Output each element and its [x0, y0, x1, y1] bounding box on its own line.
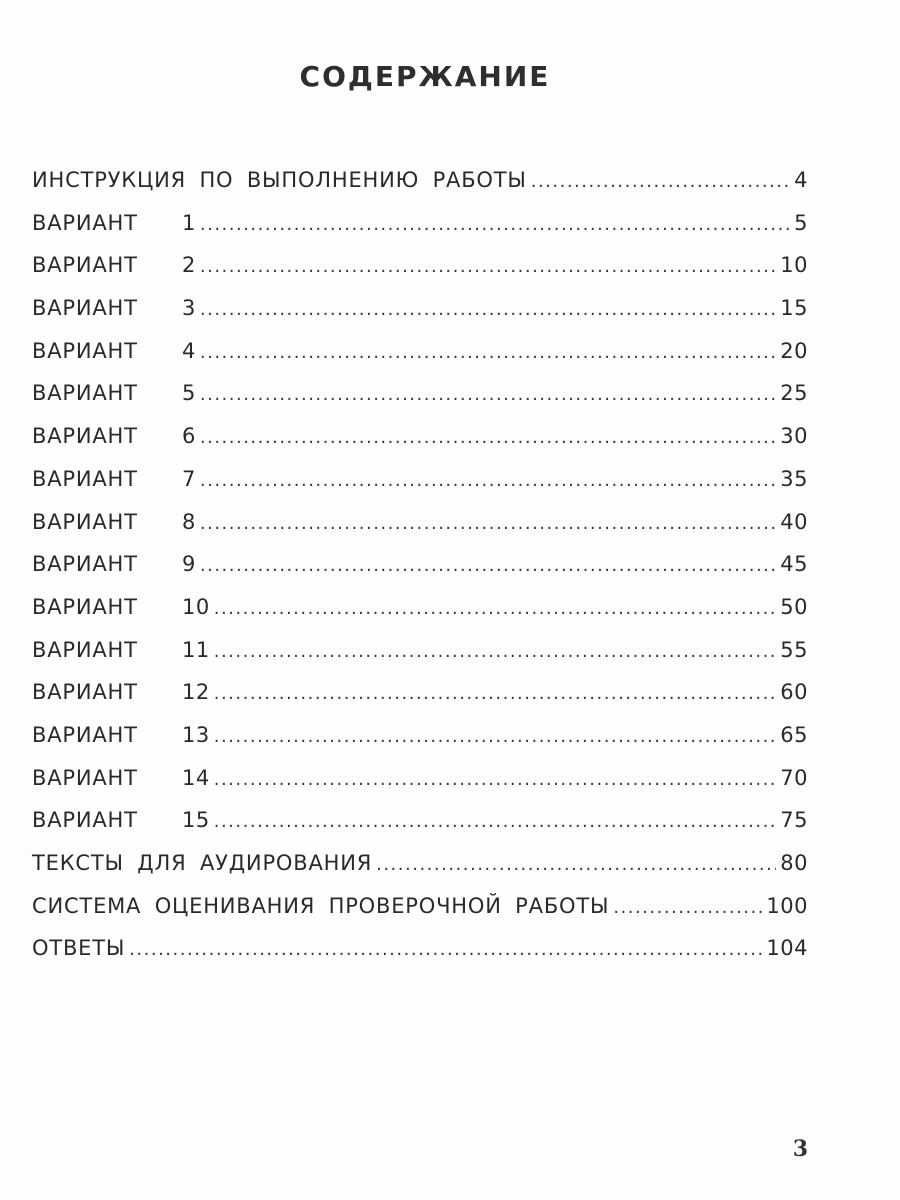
toc-entry-label: ВАРИАНТ — [32, 509, 138, 534]
toc-entry-page: 80 — [780, 851, 808, 875]
toc-entry-number: 3 — [182, 296, 196, 321]
toc-entry-variant-9 — [32, 552, 808, 595]
toc-entry-label: ВАРИАНТ — [32, 381, 138, 406]
toc-entry-page: 70 — [780, 765, 808, 790]
toc-leader-dots — [214, 726, 777, 747]
toc-leader-dots — [214, 641, 777, 662]
toc-entry-page: 15 — [780, 296, 808, 321]
toc-leader-dots — [129, 939, 762, 960]
toc-entry-number: 7 — [182, 466, 196, 491]
toc-leader-dots — [376, 854, 776, 875]
toc-entry-label: ОТВЕТЫ — [32, 936, 126, 961]
toc-leader-dots — [214, 683, 777, 704]
toc-leader-dots — [214, 598, 777, 619]
toc-entry-page: 10 — [780, 253, 808, 278]
toc-entry-page: 65 — [780, 722, 808, 747]
toc-entry-page: 20 — [780, 338, 808, 363]
toc-entry-label: ИНСТРУКЦИЯ ПО ВЫПОЛНЕНИЮ РАБОТЫ — [32, 168, 527, 192]
toc-entry-variant-14 — [32, 766, 808, 809]
toc-leader-dots — [200, 555, 776, 576]
toc-leader-dots — [200, 470, 776, 491]
toc-leader-dots — [214, 811, 777, 832]
toc-entry-page: 50 — [780, 594, 808, 619]
toc-leader-dots — [200, 256, 776, 277]
toc-entry-number: 1 — [182, 210, 196, 235]
toc-entry-number: 5 — [182, 381, 196, 406]
toc-entry-number: 4 — [182, 338, 196, 363]
toc-entry-page: 104 — [766, 936, 808, 961]
toc-entry-label: ВАРИАНТ — [32, 722, 138, 747]
toc-entry-page: 35 — [780, 466, 808, 491]
toc-entry-instructions — [32, 168, 808, 211]
toc-leader-dots — [200, 342, 776, 363]
toc-entry-page: 55 — [780, 637, 808, 662]
page-number: 3 — [792, 1136, 808, 1162]
toc-entry-answers — [32, 936, 808, 979]
toc-entry-variant-11 — [32, 638, 808, 681]
toc-entry-page: 40 — [780, 509, 808, 534]
toc-entry-variant-2 — [32, 253, 808, 296]
toc-entry-label: ТЕКСТЫ ДЛЯ АУДИРОВАНИЯ — [32, 851, 373, 875]
toc-entry-label: ВАРИАНТ — [32, 680, 138, 705]
toc-entry-variant-3 — [32, 296, 808, 339]
toc-entry-page: 45 — [780, 552, 808, 577]
toc-entry-page: 75 — [780, 808, 808, 833]
toc-leader-dots — [200, 427, 776, 448]
toc-entry-label: ВАРИАНТ — [32, 552, 138, 577]
toc-entry-variant-15 — [32, 808, 808, 851]
toc-entry-page: 4 — [794, 168, 808, 192]
toc-entry-number: 8 — [182, 509, 196, 534]
page-title: СОДЕРЖАНИЕ — [299, 60, 551, 93]
toc-entry-page: 25 — [780, 381, 808, 406]
toc-leader-dots — [613, 897, 762, 918]
toc-entry-number: 6 — [182, 424, 196, 449]
toc-leader-dots — [200, 214, 790, 235]
toc-entry-label: ВАРИАНТ — [32, 637, 138, 662]
toc-entry-variant-4 — [32, 339, 808, 382]
toc-entry-listening-texts — [32, 851, 808, 894]
toc-entry-page: 60 — [780, 680, 808, 705]
toc-entry-label: СИСТЕМА ОЦЕНИВАНИЯ ПРОВЕРОЧНОЙ РАБОТЫ — [32, 893, 610, 918]
toc-leader-dots — [200, 513, 776, 534]
toc-entry-number: 15 — [182, 808, 210, 833]
toc-entry-number: 13 — [182, 722, 210, 747]
toc-entry-variant-7 — [32, 467, 808, 510]
toc-entry-variant-13 — [32, 723, 808, 766]
toc-entry-number: 12 — [182, 680, 210, 705]
toc-leader-dots — [200, 384, 776, 405]
toc-entry-label: ВАРИАНТ — [32, 338, 138, 363]
toc-entry-label: ВАРИАНТ — [32, 808, 138, 833]
toc-entry-page: 30 — [780, 424, 808, 449]
toc-entry-number: 9 — [182, 552, 196, 577]
toc-leader-dots — [214, 769, 777, 790]
toc-entry-number: 2 — [182, 253, 196, 278]
toc-leader-dots — [200, 299, 776, 320]
toc-entry-variant-6 — [32, 424, 808, 467]
toc-leader-dots — [531, 171, 790, 192]
toc-entry-page: 5 — [794, 210, 808, 235]
toc-entry-label: ВАРИАНТ — [32, 466, 138, 491]
toc-entry-variant-1 — [32, 211, 808, 254]
toc-entry-grading-system — [32, 894, 808, 937]
toc-entry-label: ВАРИАНТ — [32, 765, 138, 790]
toc-entry-page: 100 — [766, 893, 808, 918]
toc-entry-variant-10 — [32, 595, 808, 638]
toc-entry-variant-8 — [32, 510, 808, 553]
toc-entry-label: ВАРИАНТ — [32, 210, 138, 235]
table-of-contents — [32, 168, 808, 979]
toc-entry-number: 11 — [182, 637, 210, 662]
toc-entry-variant-12 — [32, 680, 808, 723]
toc-entry-label: ВАРИАНТ — [32, 296, 138, 321]
toc-entry-label: ВАРИАНТ — [32, 424, 138, 449]
toc-entry-variant-5 — [32, 381, 808, 424]
toc-entry-number: 14 — [182, 765, 210, 790]
toc-entry-label: ВАРИАНТ — [32, 253, 138, 278]
toc-entry-label: ВАРИАНТ — [32, 594, 138, 619]
toc-entry-number: 10 — [182, 594, 210, 619]
